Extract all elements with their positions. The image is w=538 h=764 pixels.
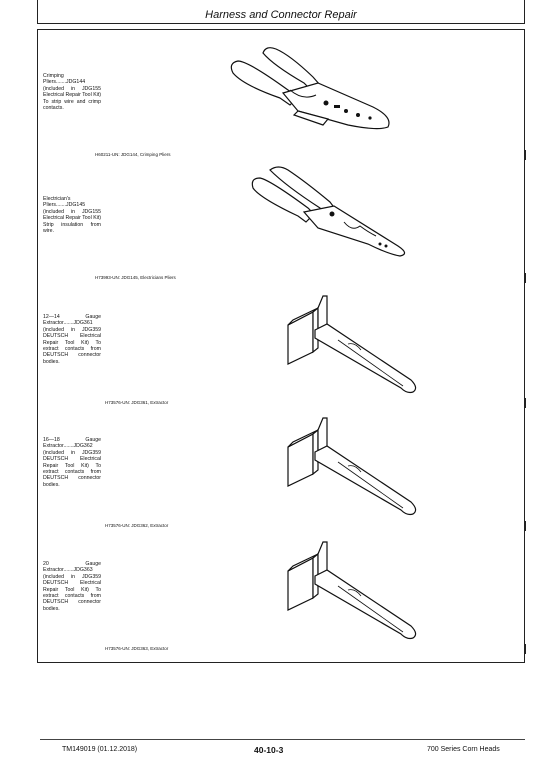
figure-caption: H73576-UN: JDG363, Extractor	[105, 646, 169, 651]
electricians-pliers-icon	[248, 166, 418, 266]
extractor-tool-icon	[283, 290, 433, 396]
figure-caption: H73576-UN: JDG362, Extractor	[105, 523, 169, 528]
figure-caption: H73576-UN: JDG361, Extractor	[105, 400, 169, 405]
product-name: 700 Series Corn Heads	[427, 746, 500, 753]
tool-description: Crimping Pliers.......JDG144 (included in JDG155 Electrical Repair Tool Kit) To strip wire and crimp contacts.	[43, 73, 101, 112]
tool-section-crimping-pliers	[38, 30, 526, 157]
document-id: TM149019 (01.12.2018)	[62, 746, 138, 753]
extractor-tool-icon	[283, 412, 433, 518]
tool-section-extractor-20	[38, 526, 526, 650]
tool-description: 16—18 Gauge Extractor.......JDG362 (included in JDG359 DEUTSCH Electrical Repair Tool Kit) To extract contacts from DEUTSCH connector bodies.	[43, 437, 101, 488]
tool-description: 20 Gauge Extractor.......JDG363 (included in JDG359 DEUTSCH Electrical Repair Tool Kit) To extract contacts from DEUTSCH connector bodies.	[43, 561, 101, 612]
tool-list	[37, 29, 525, 663]
page-number: 40-10-3	[254, 745, 284, 755]
footer-divider	[40, 739, 525, 740]
page-header	[37, 0, 525, 24]
page-title: Harness and Connector Repair	[205, 9, 357, 21]
section-marker	[525, 644, 526, 654]
extractor-tool-icon	[283, 536, 433, 642]
tool-section-extractor-16-18	[38, 402, 526, 526]
tool-section-electricians-pliers	[38, 154, 526, 278]
tool-section-extractor-12-14	[38, 278, 526, 405]
figure-caption: H60211-UN: JDG144, Crimping Pliers	[95, 152, 171, 157]
figure-caption: H73993-UN: JDG145, Electricians Pliers	[95, 275, 176, 280]
tool-description: 12—14 Gauge Extractor.......JDG361 (included in JDG359 DEUTSCH Electrical Repair Tool Kit) To extract contacts from DEUTSCH connector bodies.	[43, 314, 101, 365]
tool-description: Electrician's Pliers.......JDG145 (included in JDG155 Electrical Repair Tool Kit) Strip insulation from wire.	[43, 196, 101, 235]
crimping-pliers-icon	[228, 45, 398, 145]
